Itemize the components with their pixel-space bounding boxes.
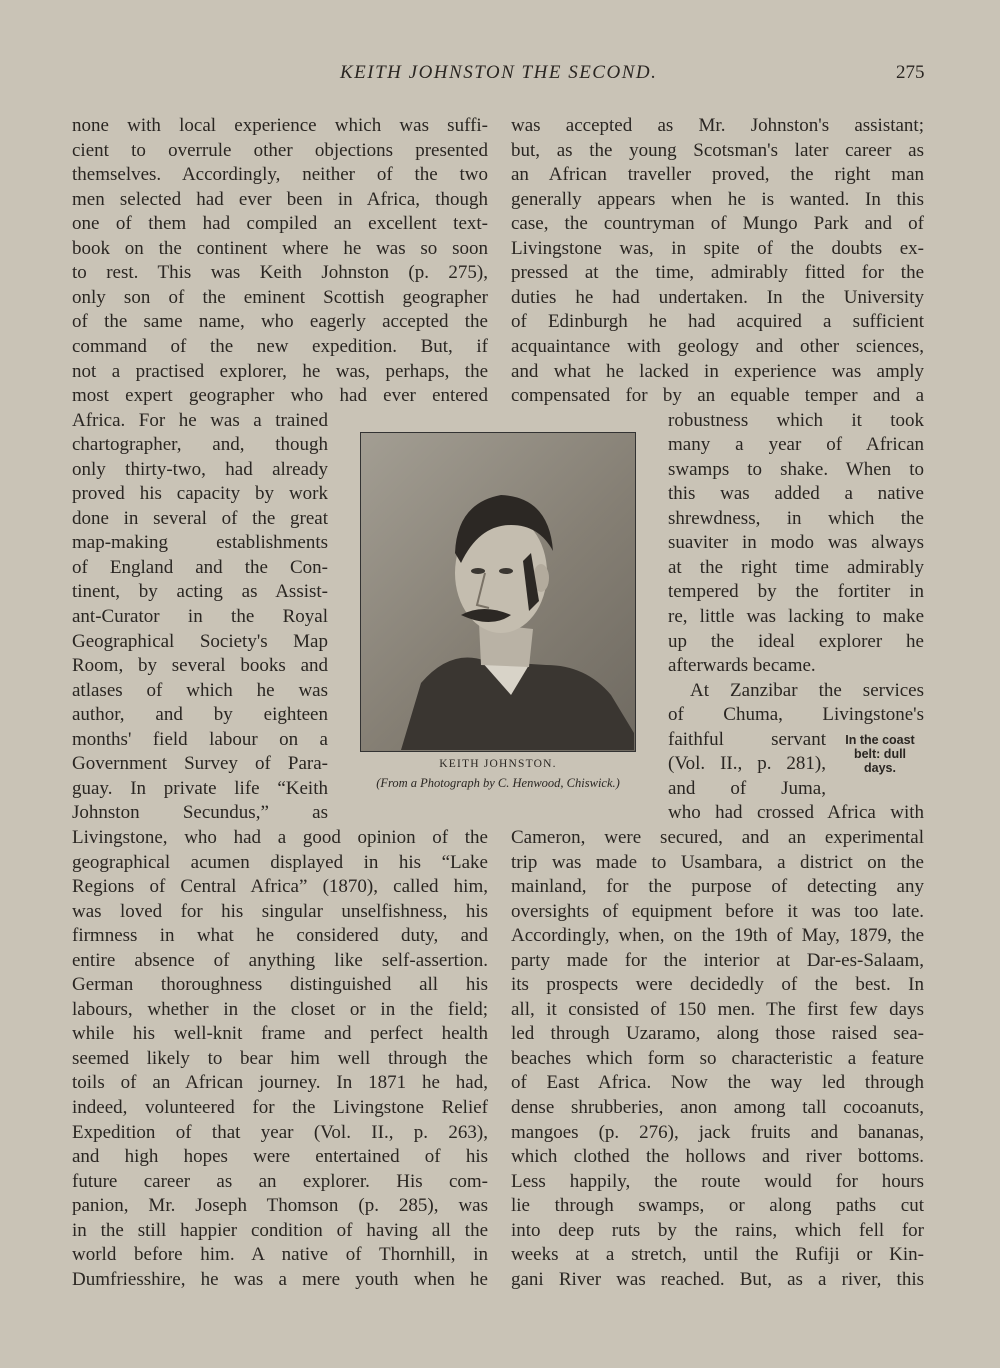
text-line: chartographer, and, though — [72, 434, 328, 455]
text-line: who had crossed Africa with — [668, 802, 924, 823]
text-line: but, as the young Scotsman's later career as — [511, 140, 924, 161]
text-line: compensated for by an equable temper and a — [511, 385, 924, 406]
text-line: Room, by several books and — [72, 655, 328, 676]
text-line: all, it consisted of 150 men. The first few days — [511, 999, 924, 1020]
text-line: Geographical Society's Map — [72, 631, 328, 652]
text-line: themselves. Accordingly, neither of the two — [72, 164, 488, 185]
text-line: in the still happier condition of having all the — [72, 1220, 488, 1241]
text-line: and of Juma, — [668, 778, 826, 799]
text-line: which clothed the hollows and river bottoms. — [511, 1146, 924, 1167]
text-line: future career as an explorer. His com- — [72, 1171, 488, 1192]
text-line: seemed likely to bear him well through the — [72, 1048, 488, 1069]
text-line: case, the countryman of Mungo Park and of — [511, 213, 924, 234]
text-line: party made for the interior at Dar-es-Salaam, — [511, 950, 924, 971]
text-line: map-making establishments — [72, 532, 328, 553]
text-line: oversights of equipment before it was too late. — [511, 901, 924, 922]
text-line: and what he lacked in experience was amply — [511, 361, 924, 382]
portrait-caption-credit: (From a Photograph by C. Henwood, Chiswick.) — [376, 776, 620, 790]
text-line: shrewdness, in which the — [668, 508, 924, 529]
text-line: Johnston Secundus,” as — [72, 802, 328, 823]
sidenote-line: In the coast — [845, 733, 915, 747]
text-line: of England and the Con- — [72, 557, 328, 578]
text-line: beaches which form so characteristic a feature — [511, 1048, 924, 1069]
marginal-sidenote — [830, 733, 930, 775]
text-line: into deep ruts by the rains, which fell for — [511, 1220, 924, 1241]
text-line: was loved for his singular unselfishness, his — [72, 901, 488, 922]
text-line: most expert geographer who had ever entered — [72, 385, 488, 406]
text-line: this was added a native — [668, 483, 924, 504]
portrait-photograph — [360, 432, 636, 752]
text-line: pressed at the time, admirably fitted for the — [511, 262, 924, 283]
text-line: mainland, for the purpose of detecting any — [511, 876, 924, 897]
text-line: of East Africa. Now the way led through — [511, 1072, 924, 1093]
text-line: afterwards became. — [668, 655, 816, 676]
text-line: labours, whether in the closet or in the field; — [72, 999, 488, 1020]
text-line: command of the new expedition. But, if — [72, 336, 488, 357]
text-line: proved his capacity by work — [72, 483, 328, 504]
text-line: trip was made to Usambara, a district on the — [511, 852, 924, 873]
text-line: mangoes (p. 276), jack fruits and bananas, — [511, 1122, 924, 1143]
text-line: lie through swamps, or along paths cut — [511, 1195, 924, 1216]
text-line: Accordingly, when, on the 19th of May, 1879, the — [511, 925, 924, 946]
text-line: book on the continent where he was so soon — [72, 238, 488, 259]
text-line: Africa. For he was a trained — [72, 410, 328, 431]
text-line: robustness which it took — [668, 410, 924, 431]
text-line: Less happily, the route would for hours — [511, 1171, 924, 1192]
text-line: faithful servant — [668, 729, 826, 750]
sidenote-line: days. — [864, 761, 896, 775]
text-line: world before him. A native of Thornhill, in — [72, 1244, 488, 1265]
text-line: only son of the eminent Scottish geographer — [72, 287, 488, 308]
text-line: dense shrubberies, anon among tall cocoanuts, — [511, 1097, 924, 1118]
text-line: only thirty-two, had already — [72, 459, 328, 480]
text-line: acquaintance with geology and other sciences, — [511, 336, 924, 357]
running-title: KEITH JOHNSTON THE SECOND. — [340, 62, 658, 83]
text-line: at the right time admirably — [668, 557, 924, 578]
text-line: led through Uzaramo, along those raised sea- — [511, 1023, 924, 1044]
text-line: atlases of which he was — [72, 680, 328, 701]
text-line: Expedition of that year (Vol. II., p. 263), — [72, 1122, 488, 1143]
text-line: entire absence of anything like self-assertion. — [72, 950, 488, 971]
running-head — [0, 62, 1000, 92]
page-number: 275 — [896, 62, 925, 83]
text-line: of the same name, who eagerly accepted the — [72, 311, 488, 332]
text-line: Cameron, were secured, and an experimental — [511, 827, 924, 848]
text-line: firmness in what he considered duty, and — [72, 925, 488, 946]
text-line: Regions of Central Africa” (1870), called him, — [72, 876, 488, 897]
text-line: Livingstone was, in spite of the doubts ex- — [511, 238, 924, 259]
text-line: suaviter in modo was always — [668, 532, 924, 553]
text-line: tempered by the fortiter in — [668, 581, 924, 602]
text-line: German thoroughness distinguished all his — [72, 974, 488, 995]
text-line: duties he had undertaken. In the University — [511, 287, 924, 308]
text-line: up the ideal explorer he — [668, 631, 924, 652]
text-line: author, and by eighteen — [72, 704, 328, 725]
text-line: toils of an African journey. In 1871 he had, — [72, 1072, 488, 1093]
portrait-caption-title: KEITH JOHNSTON. — [439, 758, 557, 770]
text-line: generally appears when he is wanted. In this — [511, 189, 924, 210]
text-line: Government Survey of Para- — [72, 753, 328, 774]
text-line: (Vol. II., p. 281), — [668, 753, 826, 774]
text-line: At Zanzibar the services — [690, 680, 924, 701]
text-line: weeks at a stretch, until the Rufiji or Kin- — [511, 1244, 924, 1265]
text-line: an African traveller proved, the right man — [511, 164, 924, 185]
text-line: Dumfriesshire, he was a mere youth when he — [72, 1269, 488, 1290]
text-line: none with local experience which was suffi- — [72, 115, 488, 136]
text-line: cient to overrule other objections presented — [72, 140, 488, 161]
text-line: of Chuma, Livingstone's — [668, 704, 924, 725]
text-line: of Edinburgh he had acquired a sufficient — [511, 311, 924, 332]
text-line: many a year of African — [668, 434, 924, 455]
text-line: its prospects were decidedly of the best. In — [511, 974, 924, 995]
text-line: done in several of the great — [72, 508, 328, 529]
text-line: re, little was lacking to make — [668, 606, 924, 627]
text-line: men selected had ever been in Africa, though — [72, 189, 488, 210]
text-line: swamps to shake. When to — [668, 459, 924, 480]
text-line: while his well-knit frame and perfect health — [72, 1023, 488, 1044]
text-line: ant-Curator in the Royal — [72, 606, 328, 627]
text-line: and high hopes were entertained of his — [72, 1146, 488, 1167]
text-line: gani River was reached. But, as a river, this — [511, 1269, 924, 1290]
sidenote-line: belt: dull — [853, 747, 907, 761]
text-line: indeed, volunteered for the Livingstone Relief — [72, 1097, 488, 1118]
text-line: panion, Mr. Joseph Thomson (p. 285), was — [72, 1195, 488, 1216]
text-line: months' field labour on a — [72, 729, 328, 750]
text-line: tinent, by acting as Assist- — [72, 581, 328, 602]
text-line: guay. In private life “Keith — [72, 778, 328, 799]
portrait-illustration — [361, 433, 634, 750]
text-line: one of them had compiled an excellent text- — [72, 213, 488, 234]
text-line: to rest. This was Keith Johnston (p. 275), — [72, 262, 488, 283]
text-line: was accepted as Mr. Johnston's assistant; — [511, 115, 924, 136]
text-line: geographical acumen displayed in his “Lake — [72, 852, 488, 873]
text-line: not a practised explorer, he was, perhaps, the — [72, 361, 488, 382]
text-line: Livingstone, who had a good opinion of the — [72, 827, 488, 848]
